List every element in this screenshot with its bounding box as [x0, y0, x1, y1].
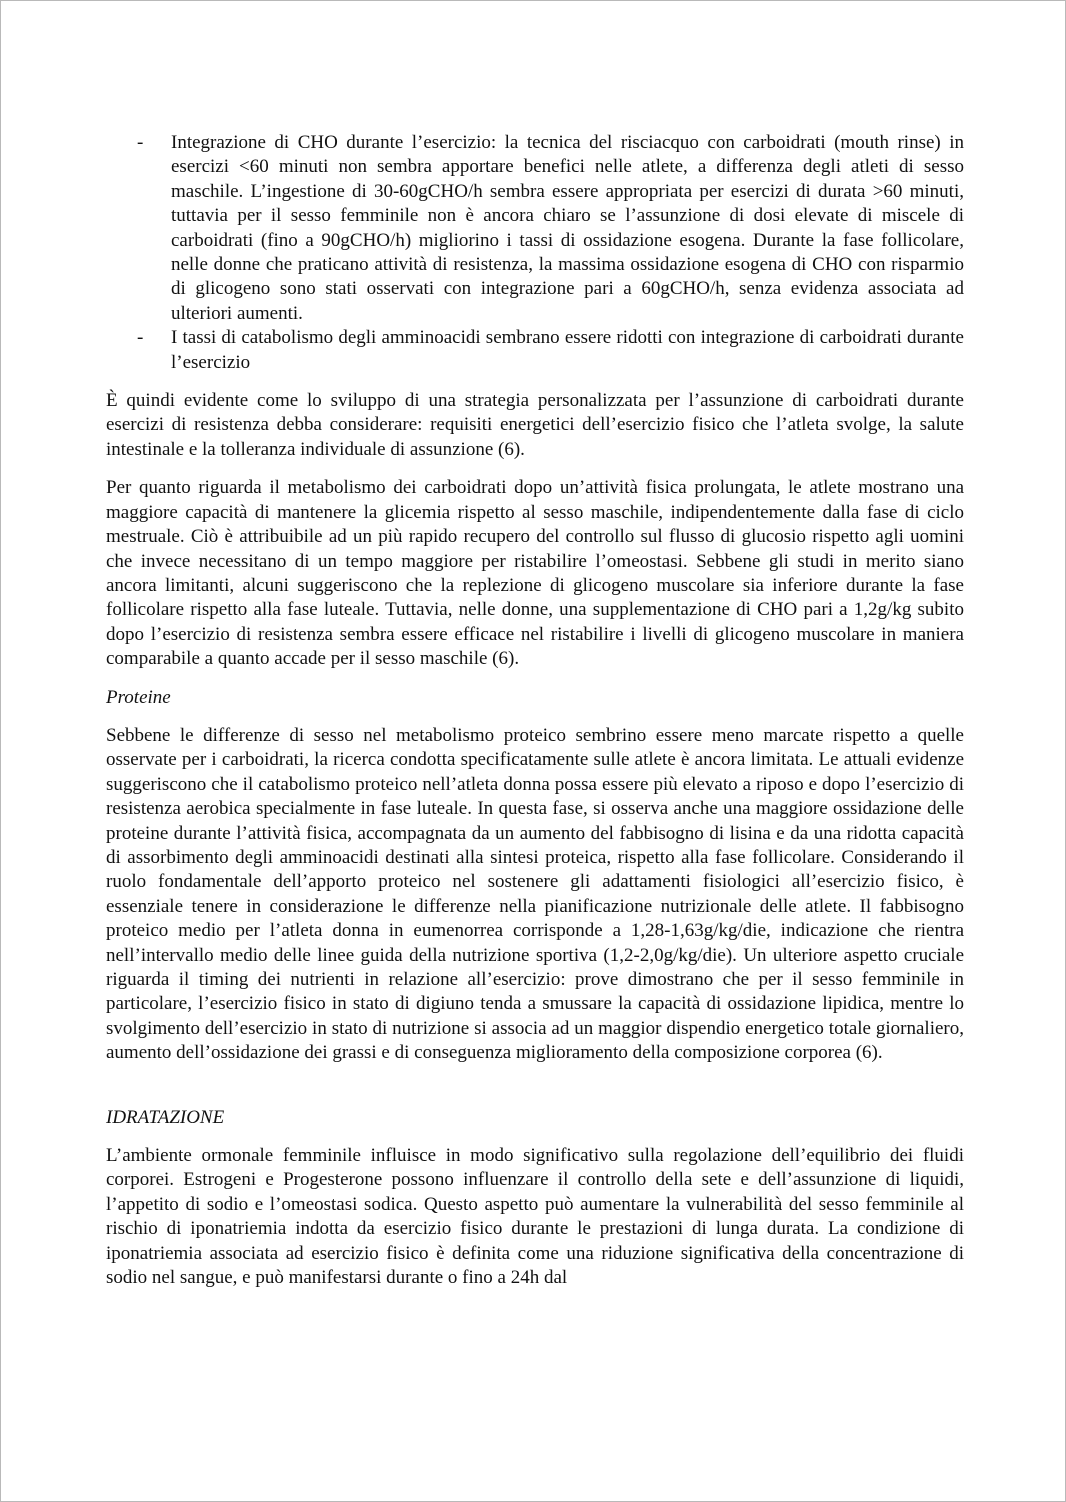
- paragraph-strategy: È quindi evidente come lo sviluppo di una strategia personalizzata per l’assunzione di carboidrati durante esercizi di resistenza debba considerare: requisiti energetici dell’esercizio fisico che l’atleta svolge, la salute intestinale e la tolleranza individuale di assunzione (6).: [106, 390, 964, 460]
- document-body: [106, 131, 964, 1290]
- list-item: [106, 131, 964, 326]
- subheading-proteins: Proteine: [106, 686, 171, 708]
- list-item: [106, 326, 964, 375]
- bullet-marker: -: [137, 132, 144, 153]
- list-item-text: I tassi di catabolismo degli amminoacidi sembrano essere ridotti con integrazione di carboidrati durante l’esercizio: [171, 327, 964, 373]
- paragraph-carb-metabolism: Per quanto riguarda il metabolismo dei carboidrati dopo un’attività fisica prolungata, le atlete mostrano una maggiore capacità di mantenere la glicemia rispetto al sesso maschile, indipendentemente dalla fase di ciclo mestruale. Ciò è attribuibile ad un più rapido recupero del controllo sul flusso di glucosio rispetto agli uomini che invece necessitano di un tempo maggiore per ristabilire l’omeostasi. Sebbene gli studi in merito siano ancora limitanti, alcuni suggeriscono che la replezione di glicogeno muscolare sia inferiore durante la fase follicolare rispetto alla fase luteale. Tuttavia, nelle donne, una supplementazione di CHO pari a 1,2g/kg subito dopo l’esercizio di resistenza sembra essere efficace nel ristabilire i livelli di glicogeno muscolare in maniera comparabile a quanto accade per il sesso maschile (6).: [106, 477, 964, 670]
- section-heading-hydration: IDRATAZIONE: [106, 1106, 225, 1128]
- bullet-list: [106, 131, 964, 375]
- paragraph-proteins: Sebbene le differenze di sesso nel metabolismo proteico sembrino essere meno marcate rispetto a quelle osservate per i carboidrati, la ricerca condotta specificatamente sulle atlete è ancora limitata. Le attuali evidenze suggeriscono che il catabolismo proteico nell’atleta donna possa essere più elevato a riposo e dopo l’esercizio di resistenza aerobica specialmente in fase luteale. In questa fase, si osserva anche una maggiore ossidazione delle proteine durante l’attività fisica, accompagnata da un aumento del fabbisogno di lisina e da una ridotta capacità di assorbimento degli amminoacidi destinati alla sintesi proteica, rispetto alla fase follicolare. Considerando il ruolo fondamentale dell’apporto proteico nel sostenere gli adattamenti fisiologici all’esercizio fisico, è essenziale tenere in considerazione le differenze nella pianificazione nutrizionale delle atlete. Il fabbisogno proteico medio per l’atleta donna in eumenorrea corrisponde a 1,28-1,63g/kg/die, indicazione che rientra nell’intervallo medio delle linee guida della nutrizione sportiva (1,2-2,0g/kg/die). Un ulteriore aspetto cruciale riguarda il timing dei nutrienti in relazione all’esercizio: prove dimostrano che per il sesso femminile in particolare, l’esercizio fisico in stato di digiuno tenda a smussare la capacità di ossidazione lipidica, mentre lo svolgimento dell’esercizio in stato di nutrizione si associa ad un maggior dispendio energetico totale giornaliero, aumento dell’ossidazione dei grassi e di conseguenza miglioramento della composizione corporea (6).: [106, 724, 964, 1064]
- paragraph-hydration: L’ambiente ormonale femminile influisce in modo significativo sulla regolazione dell’equilibrio dei fluidi corporei. Estrogeni e Progesterone possono influenzare il controllo della sete e dell’assunzione di liquidi, l’appetito di sodio e l’omeostasi sodica. Questo aspetto può aumentare la vulnerabilità del sesso femminile al rischio di iponatriemia indotta da esercizio fisico durante le prestazioni di lunga durata. La condizione di iponatriemia associata ad esercizio fisico è definita come una riduzione significativa della concentrazione di sodio nel sangue, e può manifestarsi durante o fino a 24h dal: [106, 1145, 964, 1289]
- list-item-text: Integrazione di CHO durante l’esercizio: la tecnica del risciacquo con carboidrati (mouth rinse) in esercizi <60 minuti non sembra apportare benefici nelle atlete, a differenza degli atleti di sesso maschile. L’ingestione di 30-60gCHO/h sembra essere appropriata per esercizi di durata >60 minuti, tuttavia per il sesso femminile non è ancora chiaro se l’assunzione di dosi elevate di miscele di carboidrati (fino a 90gCHO/h) migliorino i tassi di ossidazione esogena. Durante la fase follicolare, nelle donne che praticano attività di resistenza, la massima ossidazione esogena di CHO con risparmio di glicogeno sono stati osservati con integrazione pari a 60gCHO/h, senza evidenza associata ad ulteriori aumenti.: [171, 132, 964, 324]
- bullet-marker: -: [137, 327, 144, 349]
